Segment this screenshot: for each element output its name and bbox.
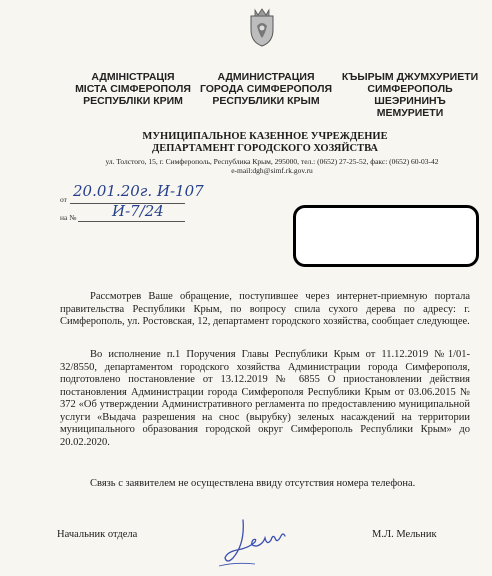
institution-address: ул. Толстого, 15, г. Симферополь, Республика Крым, 295000, тел.: (0652) 27-25-52, факс: (0652) 60-03-42 — [105, 157, 439, 166]
institution-email: e-mail:dgh@simf.rk.gov.ru — [231, 166, 313, 175]
handwritten-signature — [215, 514, 290, 569]
paragraph-3: Связь с заявителем не осуществлена ввиду отсутствия номера телефона. — [90, 478, 416, 489]
to-value: И-7/24 — [112, 202, 164, 220]
header-ru-line: ГОРОДА СИМФЕРОПОЛЯ — [199, 83, 333, 95]
from-value: 20.01.20г. И-107 — [73, 182, 204, 200]
signer-name: М.Л. Мельник — [372, 529, 437, 540]
institution-line-2: ДЕПАРТАМЕНТ ГОРОДСКОГО ХОЗЯЙСТВА — [151, 143, 379, 154]
header-ua-line: РЕСПУБЛІКИ КРИМ — [83, 95, 183, 107]
to-line — [78, 221, 185, 222]
header-ua-line: АДМІНІСТРАЦІЯ — [91, 71, 175, 83]
header-ukrainian — [48, 71, 218, 107]
paragraph-2: Во исполнение п.1 Поручения Главы Республики Крым от 11.12.2019 №1/01-32/8550, департаментом городского хозяйства Администрации города Симферополя, подготовлено постановление от 13.12.2019 № 6855 О приостановлении действия постановления Администрации города Симферополя Республики Крым от 03.06.2015 № 372 «Об утверждении Административного регламента по предоставлению муниципальной услуги «Выдача разрешения на снос (вырубку) зеленых насаждений на территории муниципального образования городской округ Симферополь Республики Крым» до 20.02.2020. — [60, 349, 470, 448]
paragraph-1: Рассмотрев Ваше обращение, поступившее через интернет-приемную портала правительства Республики Крым, по вопросу спила сухого дерева по адресу: г. Симферополь, ул. Ростовская, 12, департамент городского хозяйства, сообщает следующее. — [60, 291, 470, 327]
header-ru-line: АДМИНИСТРАЦИЯ — [217, 71, 315, 83]
signer-position: Начальник отдела — [57, 529, 138, 540]
to-label: на № — [60, 213, 77, 222]
header-crimean-tatar — [340, 71, 480, 119]
header-ua-line: МІСТА СІМФЕРОПОЛЯ — [75, 83, 191, 95]
redacted-recipient-block — [293, 205, 479, 267]
from-label: от — [60, 195, 67, 204]
header-crh-line: ШЕЭРИНИНЪ — [374, 95, 446, 107]
header-crh-line: МЕМУРИЕТИ — [376, 107, 444, 119]
header-crh-line: СИМФЕРОПОЛЬ — [367, 83, 453, 95]
institution-line-1: МУНИЦИПАЛЬНОЕ КАЗЕННОЕ УЧРЕЖДЕНИЕ — [142, 131, 388, 142]
header-ru-line: РЕСПУБЛИКИ КРЫМ — [212, 95, 320, 107]
header-crh-line: КЪЫРЫМ ДЖУМХУРИЕТИ — [341, 71, 479, 83]
coat-of-arms-icon — [247, 8, 277, 48]
header-russian — [196, 71, 336, 107]
